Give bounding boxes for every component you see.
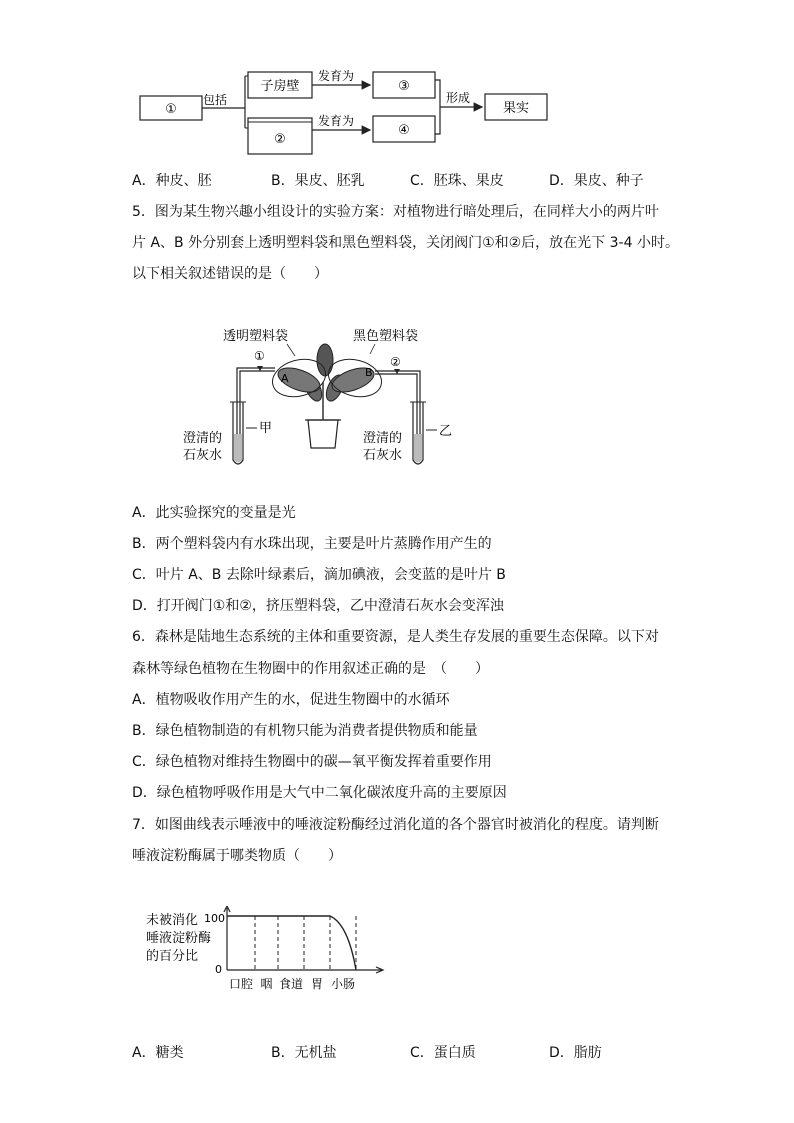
develop-label-1: 发育为 (318, 69, 355, 83)
limewater-left-1: 澄清的 (183, 431, 223, 446)
q7-option-b[interactable]: B．无机盐 (271, 1045, 337, 1061)
x-tick-label: 口腔 (228, 977, 254, 991)
experiment-apparatus-figure (175, 322, 505, 474)
y-tick-0: 0 (215, 963, 222, 976)
fruit-development-flowchart (130, 64, 560, 164)
form-label: 形成 (446, 91, 471, 105)
chart-ylabel-2: 唾液淀粉酶 (146, 931, 212, 946)
box-4-label: ④ (398, 123, 410, 138)
plant-pot (308, 420, 338, 448)
q7-option-c[interactable]: C．蛋白质 (410, 1045, 476, 1061)
valve-2-label: ② (390, 355, 401, 369)
q6-stem-line-2: 森林等绿色植物在生物圈中的作用叙述正确的是 （ ） (132, 661, 489, 677)
clear-bag-label: 透明塑料袋 (223, 329, 289, 344)
tube-right-label: 乙 (439, 424, 453, 439)
q7-stem-line-2: 唾液淀粉酶属于哪类物质（ ） (132, 848, 342, 864)
q6-stem-line-1: 6．森林是陆地生态系统的主体和重要资源，是人类生存发展的重要生态保障。以下对 (132, 629, 659, 645)
q6-option-d[interactable]: D．绿色植物呼吸作用是大气中二氧化碳浓度升高的主要原因 (132, 785, 507, 801)
chart-ylabel-3: 的百分比 (146, 949, 199, 964)
box-1-label: ① (165, 102, 177, 117)
q7-option-a[interactable]: A．糖类 (132, 1045, 184, 1061)
tube-left-label: 甲 (259, 421, 273, 436)
q6-option-a[interactable]: A．植物吸收作用产生的水，促进生物圈中的水循环 (132, 692, 450, 708)
leaf-a-label: A (281, 372, 289, 385)
valve-1-label: ① (254, 349, 265, 363)
q5-stem-line-2: 片 A、B 外分别套上透明塑料袋和黑色塑料袋，关闭阀门①和②后，放在光下 3-4 小时。 (132, 235, 679, 251)
digestion-curve (227, 916, 356, 970)
ovary-wall-label: 子房壁 (260, 79, 300, 94)
limewater-left-2: 石灰水 (183, 448, 223, 463)
limewater-right-2: 石灰水 (363, 448, 403, 463)
q6-option-c[interactable]: C．绿色植物对维持生物圈中的碳—氧平衡发挥着重要作用 (132, 754, 492, 770)
x-tick-label: 咽 (260, 977, 273, 991)
x-tick-label: 胃 (310, 977, 324, 991)
q7-stem-line-1: 7．如图曲线表示唾液中的唾液淀粉酶经过消化道的各个器官时被消化的程度。请判断 (132, 817, 659, 833)
black-bag-label: 黑色塑料袋 (353, 329, 419, 344)
q5-option-a[interactable]: A．此实验探究的变量是光 (132, 505, 296, 521)
q5-stem-line-1: 5．图为某生物兴趣小组设计的实验方案：对植物进行暗处理后，在同样大小的两片叶 (132, 204, 659, 220)
q5-stem-line-3: 以下相关叙述错误的是（ ） (132, 266, 328, 282)
q4-option-a[interactable]: A．种皮、胚 (132, 173, 212, 189)
q5-option-b[interactable]: B．两个塑料袋内有水珠出现，主要是叶片蒸腾作用产生的 (132, 536, 492, 552)
leaf-b-label: B (365, 366, 373, 379)
digestion-chart (140, 906, 400, 996)
q6-option-b[interactable]: B．绿色植物制造的有机物只能为消费者提供物质和能量 (132, 723, 478, 739)
x-tick-label: 食道 (278, 977, 304, 991)
box-2-label: ② (274, 132, 286, 147)
fruit-label: 果实 (502, 101, 530, 116)
box-3-label: ③ (398, 79, 410, 94)
q7-option-d[interactable]: D．脂肪 (549, 1045, 602, 1061)
chart-ylabel-1: 未被消化 (146, 913, 199, 928)
q4-option-b[interactable]: B．果皮、胚乳 (271, 173, 365, 189)
limewater-right-1: 澄清的 (363, 431, 403, 446)
q4-option-d[interactable]: D．果皮、种子 (549, 173, 644, 189)
include-label: 包括 (203, 93, 228, 107)
q4-option-c[interactable]: C．胚珠、果皮 (410, 173, 504, 189)
x-tick-label: 小肠 (330, 977, 356, 991)
develop-label-2: 发育为 (318, 114, 355, 128)
q5-option-c[interactable]: C．叶片 A、B 去除叶绿素后，滴加碘液，会变蓝的是叶片 B (132, 567, 506, 583)
y-tick-100: 100 (204, 912, 225, 925)
q5-option-d[interactable]: D．打开阀门①和②，挤压塑料袋，乙中澄清石灰水会变浑浊 (132, 598, 504, 614)
